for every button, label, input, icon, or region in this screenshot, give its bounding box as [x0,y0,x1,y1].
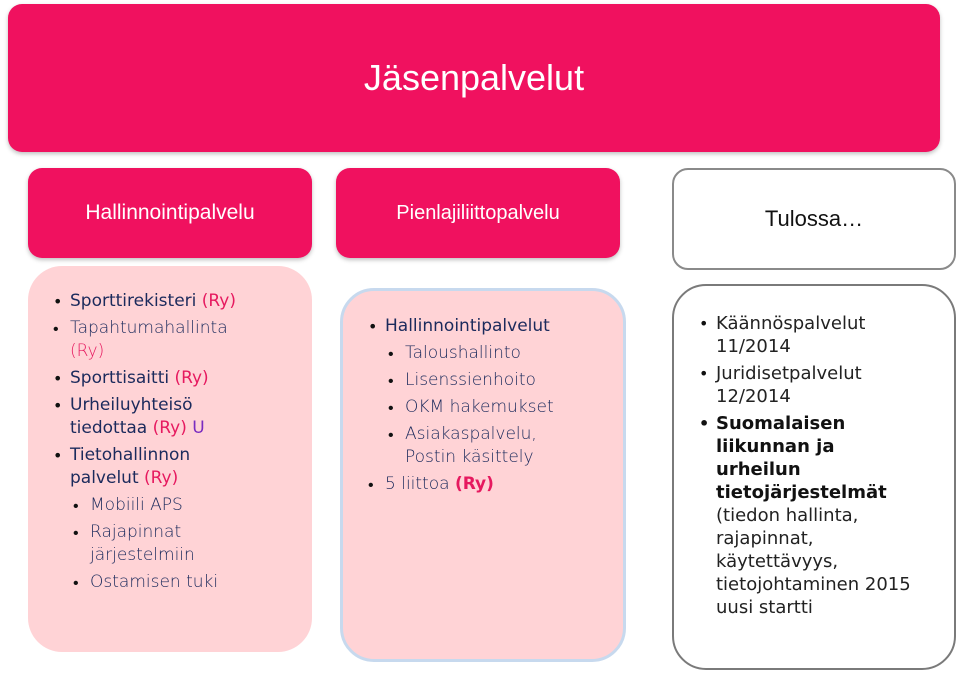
header-label: Tulossa… [764,206,864,231]
title-box [8,4,940,152]
item-text: Taloushallinto [405,343,521,363]
list-item [70,367,290,390]
item-tag: (Ry) [201,291,236,311]
list-item [716,312,906,358]
list-item [385,315,585,338]
header-label: Pienlajiliittopalvelu [396,201,560,224]
item-text: Rajapinnat järjestelmiin [90,522,195,565]
list-item [405,423,585,469]
page-title: Jäsenpalvelut [363,57,585,98]
list-item [405,396,585,419]
list-item [70,290,290,313]
list-item [70,317,290,363]
list-item [405,369,585,392]
item-text: Tapahtumahallinta [70,318,228,338]
item-extra: U [192,418,205,438]
list-item [405,342,585,365]
list-item [716,412,906,504]
list-item [90,571,280,594]
item-text: Suomalaisen liikunnan ja urheilun tietojärjestelmät [716,413,887,503]
item-text: Tietohallinnon palvelut [70,445,191,488]
list-item [385,473,585,496]
list-item [70,444,250,490]
list-hallinnointipalvelu [70,290,290,594]
panel-hallinnointipalvelu [28,266,312,652]
item-text: Ostamisen tuki [90,572,219,592]
item-tag: (Ry) [152,418,187,438]
item-text: Juridisetpalvelut 12/2014 [716,363,862,407]
list-item [716,504,916,619]
item-tag: (Ry) [70,341,105,361]
item-text: (tiedon hallinta, rajapinnat, käytettävyys, tietojohtaminen 2015 uusi startti [716,505,911,618]
header-label: Hallinnointipalvelu [85,201,255,224]
panel-tulossa [672,284,956,670]
item-text: OKM hakemukset [405,397,554,417]
item-text: Käännöspalvelut 11/2014 [716,313,866,357]
header-tulossa [672,168,956,270]
item-text: Mobiili APS [90,495,183,515]
header-pienlajiliittopalvelu [336,168,620,258]
item-text: Urheiluyhteisö tiedottaa [70,395,193,438]
item-text: Sporttirekisteri [70,291,197,311]
header-hallinnointipalvelu [28,168,312,258]
item-tag: (Ry) [174,368,209,388]
list-item [90,494,280,517]
item-text: Lisenssienhoito [405,370,536,390]
panel-pienlajiliittopalvelu [340,288,626,662]
item-text: Hallinnointipalvelut [385,316,550,336]
item-text: 5 liittoa [385,474,450,494]
list-item [716,362,906,408]
item-tag: (Ry) [144,468,179,488]
list-pienlajiliittopalvelu [385,315,585,496]
list-item [70,394,250,440]
list-item [90,521,240,567]
item-tag: (Ry) [454,474,494,494]
item-text: Asiakaspalvelu, Postin käsittely [405,424,537,467]
item-text: Sporttisaitti [70,368,170,388]
list-tulossa [716,312,916,619]
